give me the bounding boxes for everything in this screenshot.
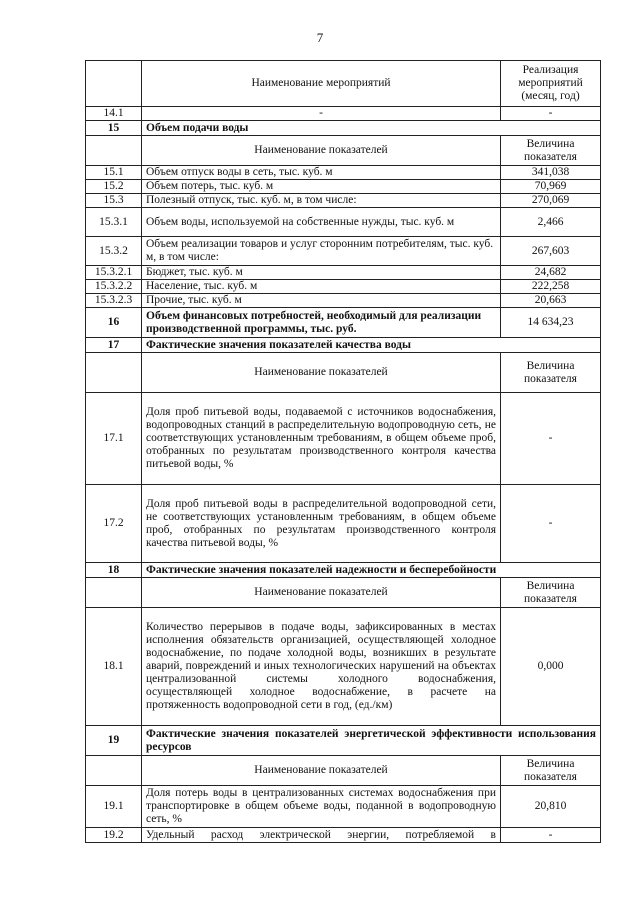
row-number: 18.1: [86, 608, 142, 726]
row-value: -: [501, 393, 601, 485]
table-row: [86, 266, 601, 280]
row-value: 14 634,23: [501, 308, 601, 338]
row-value: 20,810: [501, 786, 601, 828]
section-18-title-row: [86, 563, 601, 578]
row-value: -: [501, 107, 601, 121]
table-row: [86, 180, 601, 194]
section-number: 15: [86, 121, 142, 136]
row-name: Население, тыс. куб. м: [142, 280, 501, 294]
column-header-value: Величина показателя: [501, 756, 601, 786]
row-value: 267,603: [501, 237, 601, 266]
section-title: Объем финансовых потребностей, необходимый для реализации производственной программы, тыс. руб.: [142, 308, 501, 338]
row-name: Доля проб питьевой воды в распределительной водопроводной сети, не соответствующих установленным требованиям, в общем объеме проб, отобранных по результатам производственного контроля качества питьевой воды, %: [142, 485, 501, 563]
section-number: 18: [86, 563, 142, 578]
row-number: 17.2: [86, 485, 142, 563]
row-number: 15.3.2.1: [86, 266, 142, 280]
section-18-column-header: [86, 578, 601, 608]
row-value: 0,000: [501, 608, 601, 726]
row-name: Объем реализации товаров и услуг сторонним потребителям, тыс. куб. м, в том числе:: [142, 237, 501, 266]
section-number: 17: [86, 338, 142, 353]
row-number: 15.3.2.3: [86, 294, 142, 308]
table-row: [86, 828, 601, 843]
row-name: Удельный расход электрической энергии, потребляемой в: [142, 828, 501, 843]
table-row: [86, 237, 601, 266]
section-number: 16: [86, 308, 142, 338]
section-19-column-header: [86, 756, 601, 786]
row-number: 15.2: [86, 180, 142, 194]
section-17-title-row: [86, 338, 601, 353]
header-num-cell: [86, 61, 142, 107]
row-value: 341,038: [501, 166, 601, 180]
row-value: 222,258: [501, 280, 601, 294]
row-value: -: [501, 485, 601, 563]
row-name: -: [142, 107, 501, 121]
empty-cell: [86, 578, 142, 608]
section-title: Фактические значения показателей качества воды: [142, 338, 601, 353]
row-number: 15.3: [86, 194, 142, 208]
row-value: 20,663: [501, 294, 601, 308]
column-header-value: Величина показателя: [501, 136, 601, 166]
row-value: 24,682: [501, 266, 601, 280]
section-title: Объем подачи воды: [142, 121, 601, 136]
header-name-cell: Наименование мероприятий: [142, 61, 501, 107]
indicators-table: [85, 60, 601, 843]
section-title: Фактические значения показателей энергетической эффективности использования ресурсов: [142, 726, 601, 756]
table-row: [86, 280, 601, 294]
table-row: [86, 608, 601, 726]
row-number: 17.1: [86, 393, 142, 485]
section-number: 19: [86, 726, 142, 756]
empty-cell: [86, 756, 142, 786]
column-header-name: Наименование показателей: [142, 756, 501, 786]
section-19-title-row: [86, 726, 601, 756]
table-row: [86, 485, 601, 563]
row-number: 15.3.2.2: [86, 280, 142, 294]
table-row: [86, 208, 601, 237]
row-name: Полезный отпуск, тыс. куб. м, в том числе:: [142, 194, 501, 208]
section-15-column-header: [86, 136, 601, 166]
section-15-title-row: [86, 121, 601, 136]
empty-cell: [86, 136, 142, 166]
row-name: Бюджет, тыс. куб. м: [142, 266, 501, 280]
row-number: 15.3.1: [86, 208, 142, 237]
table-row: [86, 166, 601, 180]
row-name: Доля проб питьевой воды, подаваемой с источников водоснабжения, водопроводных станций в распределительную водопроводную сеть, не соответствующих установленным требованиям, в общем объеме проб, отобранных по результатам производственного контроля качества питьевой воды, %: [142, 393, 501, 485]
table-row: [86, 107, 601, 121]
page-number: 7: [316, 30, 324, 45]
column-header-name: Наименование показателей: [142, 353, 501, 393]
row-value: 70,969: [501, 180, 601, 194]
column-header-name: Наименование показателей: [142, 136, 501, 166]
row-value: -: [501, 828, 601, 843]
table-row: [86, 294, 601, 308]
header-value-cell: Реализация мероприятий (месяц, год): [501, 61, 601, 107]
column-header-name: Наименование показателей: [142, 578, 501, 608]
row-value: 270,069: [501, 194, 601, 208]
row-number: 19.1: [86, 786, 142, 828]
column-header-value: Величина показателя: [501, 353, 601, 393]
table-row: [86, 194, 601, 208]
section-16-row: [86, 308, 601, 338]
row-value: 2,466: [501, 208, 601, 237]
table-row: [86, 786, 601, 828]
row-name: Объем потерь, тыс. куб. м: [142, 180, 501, 194]
column-header-value: Величина показателя: [501, 578, 601, 608]
row-number: 19.2: [86, 828, 142, 843]
row-name: Объем отпуск воды в сеть, тыс. куб. м: [142, 166, 501, 180]
table-header-row: [86, 61, 601, 107]
section-title: Фактические значения показателей надежности и бесперебойности: [142, 563, 601, 578]
row-name: Прочие, тыс. куб. м: [142, 294, 501, 308]
row-number: 14.1: [86, 107, 142, 121]
table-row: [86, 393, 601, 485]
empty-cell: [86, 353, 142, 393]
row-number: 15.1: [86, 166, 142, 180]
row-number: 15.3.2: [86, 237, 142, 266]
row-name: Объем воды, используемой на собственные нужды, тыс. куб. м: [142, 208, 501, 237]
section-17-column-header: [86, 353, 601, 393]
row-name: Доля потерь воды в централизованных системах водоснабжения при транспортировке в общем объеме воды, поданной в водопроводную сеть, %: [142, 786, 501, 828]
row-name: Количество перерывов в подаче воды, зафиксированных в местах исполнения обязательств организацией, осуществляющей холодное водоснабжение, по подаче холодной воды, возникших в результате аварий, повреждений и иных технологических нарушений на объектах централизованной системы холодного водоснабжения, осуществляющей холодное водоснабжение, в расчете на протяженность водопроводной сети в год, (ед./км): [142, 608, 501, 726]
